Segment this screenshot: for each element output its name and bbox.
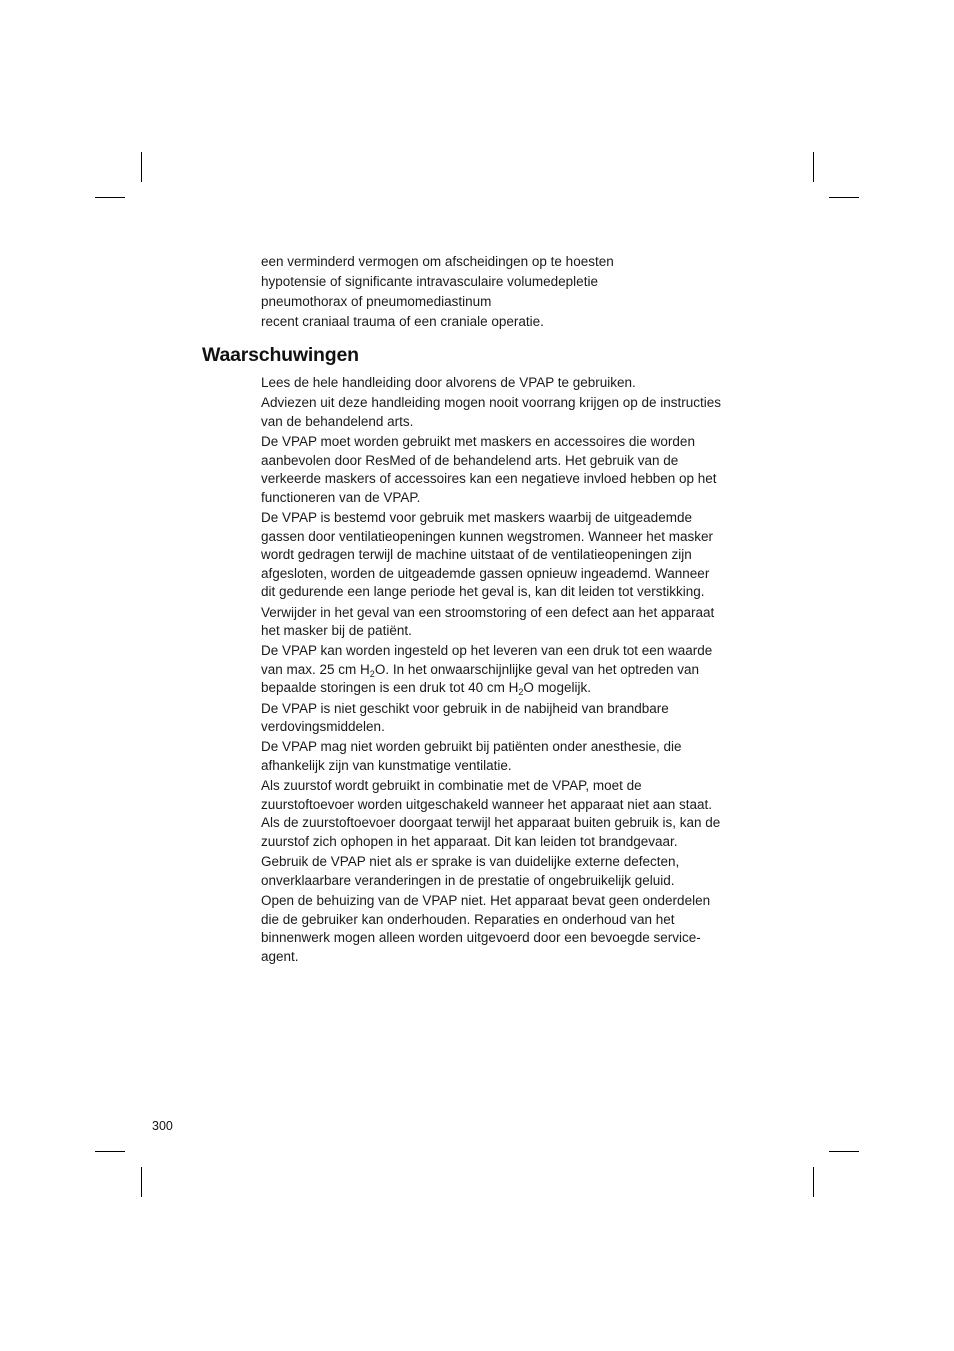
warning-line: Lees de hele handleiding door alvorens de VPAP te gebruiken. [261,375,636,390]
warning-line: afgesloten, worden de uitgeademde gassen opnieuw ingeademd. Wanneer [261,565,710,581]
warning-line: De VPAP is niet geschikt voor gebruik in de nabijheid van brandbare [261,700,669,716]
warning-line: De VPAP kan worden ingesteld op het leveren van een druk tot een waarde [261,643,713,659]
warning-item [261,394,756,431]
warning-line: De VPAP moet worden gebruikt met maskers en accessoires die worden [261,433,695,449]
warning-line: dit gedurende een lange periode het geval is, kan dit leiden tot verstikking. [261,584,705,600]
warning-line: zuurstof zich ophopen in het apparaat. Dit kan leiden tot brandgevaar. [261,834,678,849]
warning-line: van max. 25 cm $H_2O$. In het onwaarschijnlijke geval van het optreden van [261,661,700,679]
warning-line: Adviezen uit deze handleiding mogen nooit voorrang krijgen op de instructies [261,395,722,411]
warning-line: aanbevolen door ResMed of de behandelend arts. Het gebruik van de [261,452,679,468]
warning-line: wordt gedragen terwijl de machine uitstaat of de ventilatieopeningen zijn [261,547,692,563]
crop-mark-top-right-vertical [813,152,814,182]
warning-line: agent. [261,948,299,964]
warnings-list [261,374,756,968]
warning-item [261,700,756,737]
warning-item [261,374,756,393]
list-item: hypotensie of significante intravasculaire volumedepletie [261,274,598,289]
warning-line: Open de behuizing van de VPAP niet. Het apparaat bevat geen onderdelen [261,892,711,908]
list-item: pneumothorax of pneumomediastinum [261,294,492,309]
list-item: een verminderd vermogen om afscheidingen op te hoesten [261,254,614,269]
warning-line: onverklaarbare veranderingen in de prestatie of ongebruikelijk geluid. [261,872,675,888]
warning-item [261,853,756,890]
section-heading: Waarschuwingen [202,344,359,366]
warning-item [261,642,756,698]
warning-item [261,892,756,966]
warning-line: bepaalde storingen is een druk tot 40 cm $H_2O$ mogelijk. [261,680,591,698]
warning-line: van de behandelend arts. [261,413,414,429]
warning-item [261,509,756,602]
warning-line: binnenwerk mogen alleen worden uitgevoerd door een bevoegde service- [261,930,701,946]
warning-line: Gebruik de VPAP niet als er sprake is van duidelijke externe defecten, [261,854,680,870]
warning-line: Als de zuurstoftoevoer doorgaat terwijl het apparaat buiten gebruik is, kan de [261,815,721,831]
crop-mark-top-left-vertical [141,152,142,182]
page-number: 300 [152,1119,173,1133]
crop-mark-top-right-horizontal [829,197,859,198]
crop-mark-bottom-left-vertical [141,1167,142,1197]
warning-item [261,738,756,775]
warning-line: Verwijder in het geval van een stroomstoring of een defect aan het apparaat [261,604,715,620]
crop-mark-bottom-left-horizontal [95,1151,125,1152]
warning-line: gassen door ventilatieopeningen kunnen wegstromen. Wanneer het masker [261,528,714,544]
warning-line: verkeerde maskers of accessoires kan een negatieve invloed hebben op het [261,471,717,487]
crop-mark-top-left-horizontal [95,197,125,198]
warning-line: functioneren van de VPAP. [261,489,421,505]
contraindications-list [261,252,761,332]
warning-item [261,433,756,507]
crop-mark-bottom-right-horizontal [829,1151,859,1152]
list-item: recent craniaal trauma of een craniale operatie. [261,314,544,329]
warning-item [261,777,756,851]
warning-line: Als zuurstof wordt gebruikt in combinatie met de VPAP, moet de [261,778,642,794]
warning-line: afhankelijk zijn van kunstmatige ventilatie. [261,758,512,774]
crop-mark-bottom-right-vertical [813,1167,814,1197]
warning-line: verdovingsmiddelen. [261,719,385,735]
warning-line: De VPAP mag niet worden gebruikt bij patiënten onder anesthesie, die [261,739,682,755]
warning-item [261,604,756,641]
warning-line: die de gebruiker kan onderhouden. Reparaties en onderhoud van het [261,911,675,927]
warning-line: zuurstoftoevoer worden uitgeschakeld wanneer het apparaat niet aan staat. [261,796,713,812]
warning-line: het masker bij de patiënt. [261,623,412,639]
warning-line: De VPAP is bestemd voor gebruik met maskers waarbij de uitgeademde [261,509,692,525]
